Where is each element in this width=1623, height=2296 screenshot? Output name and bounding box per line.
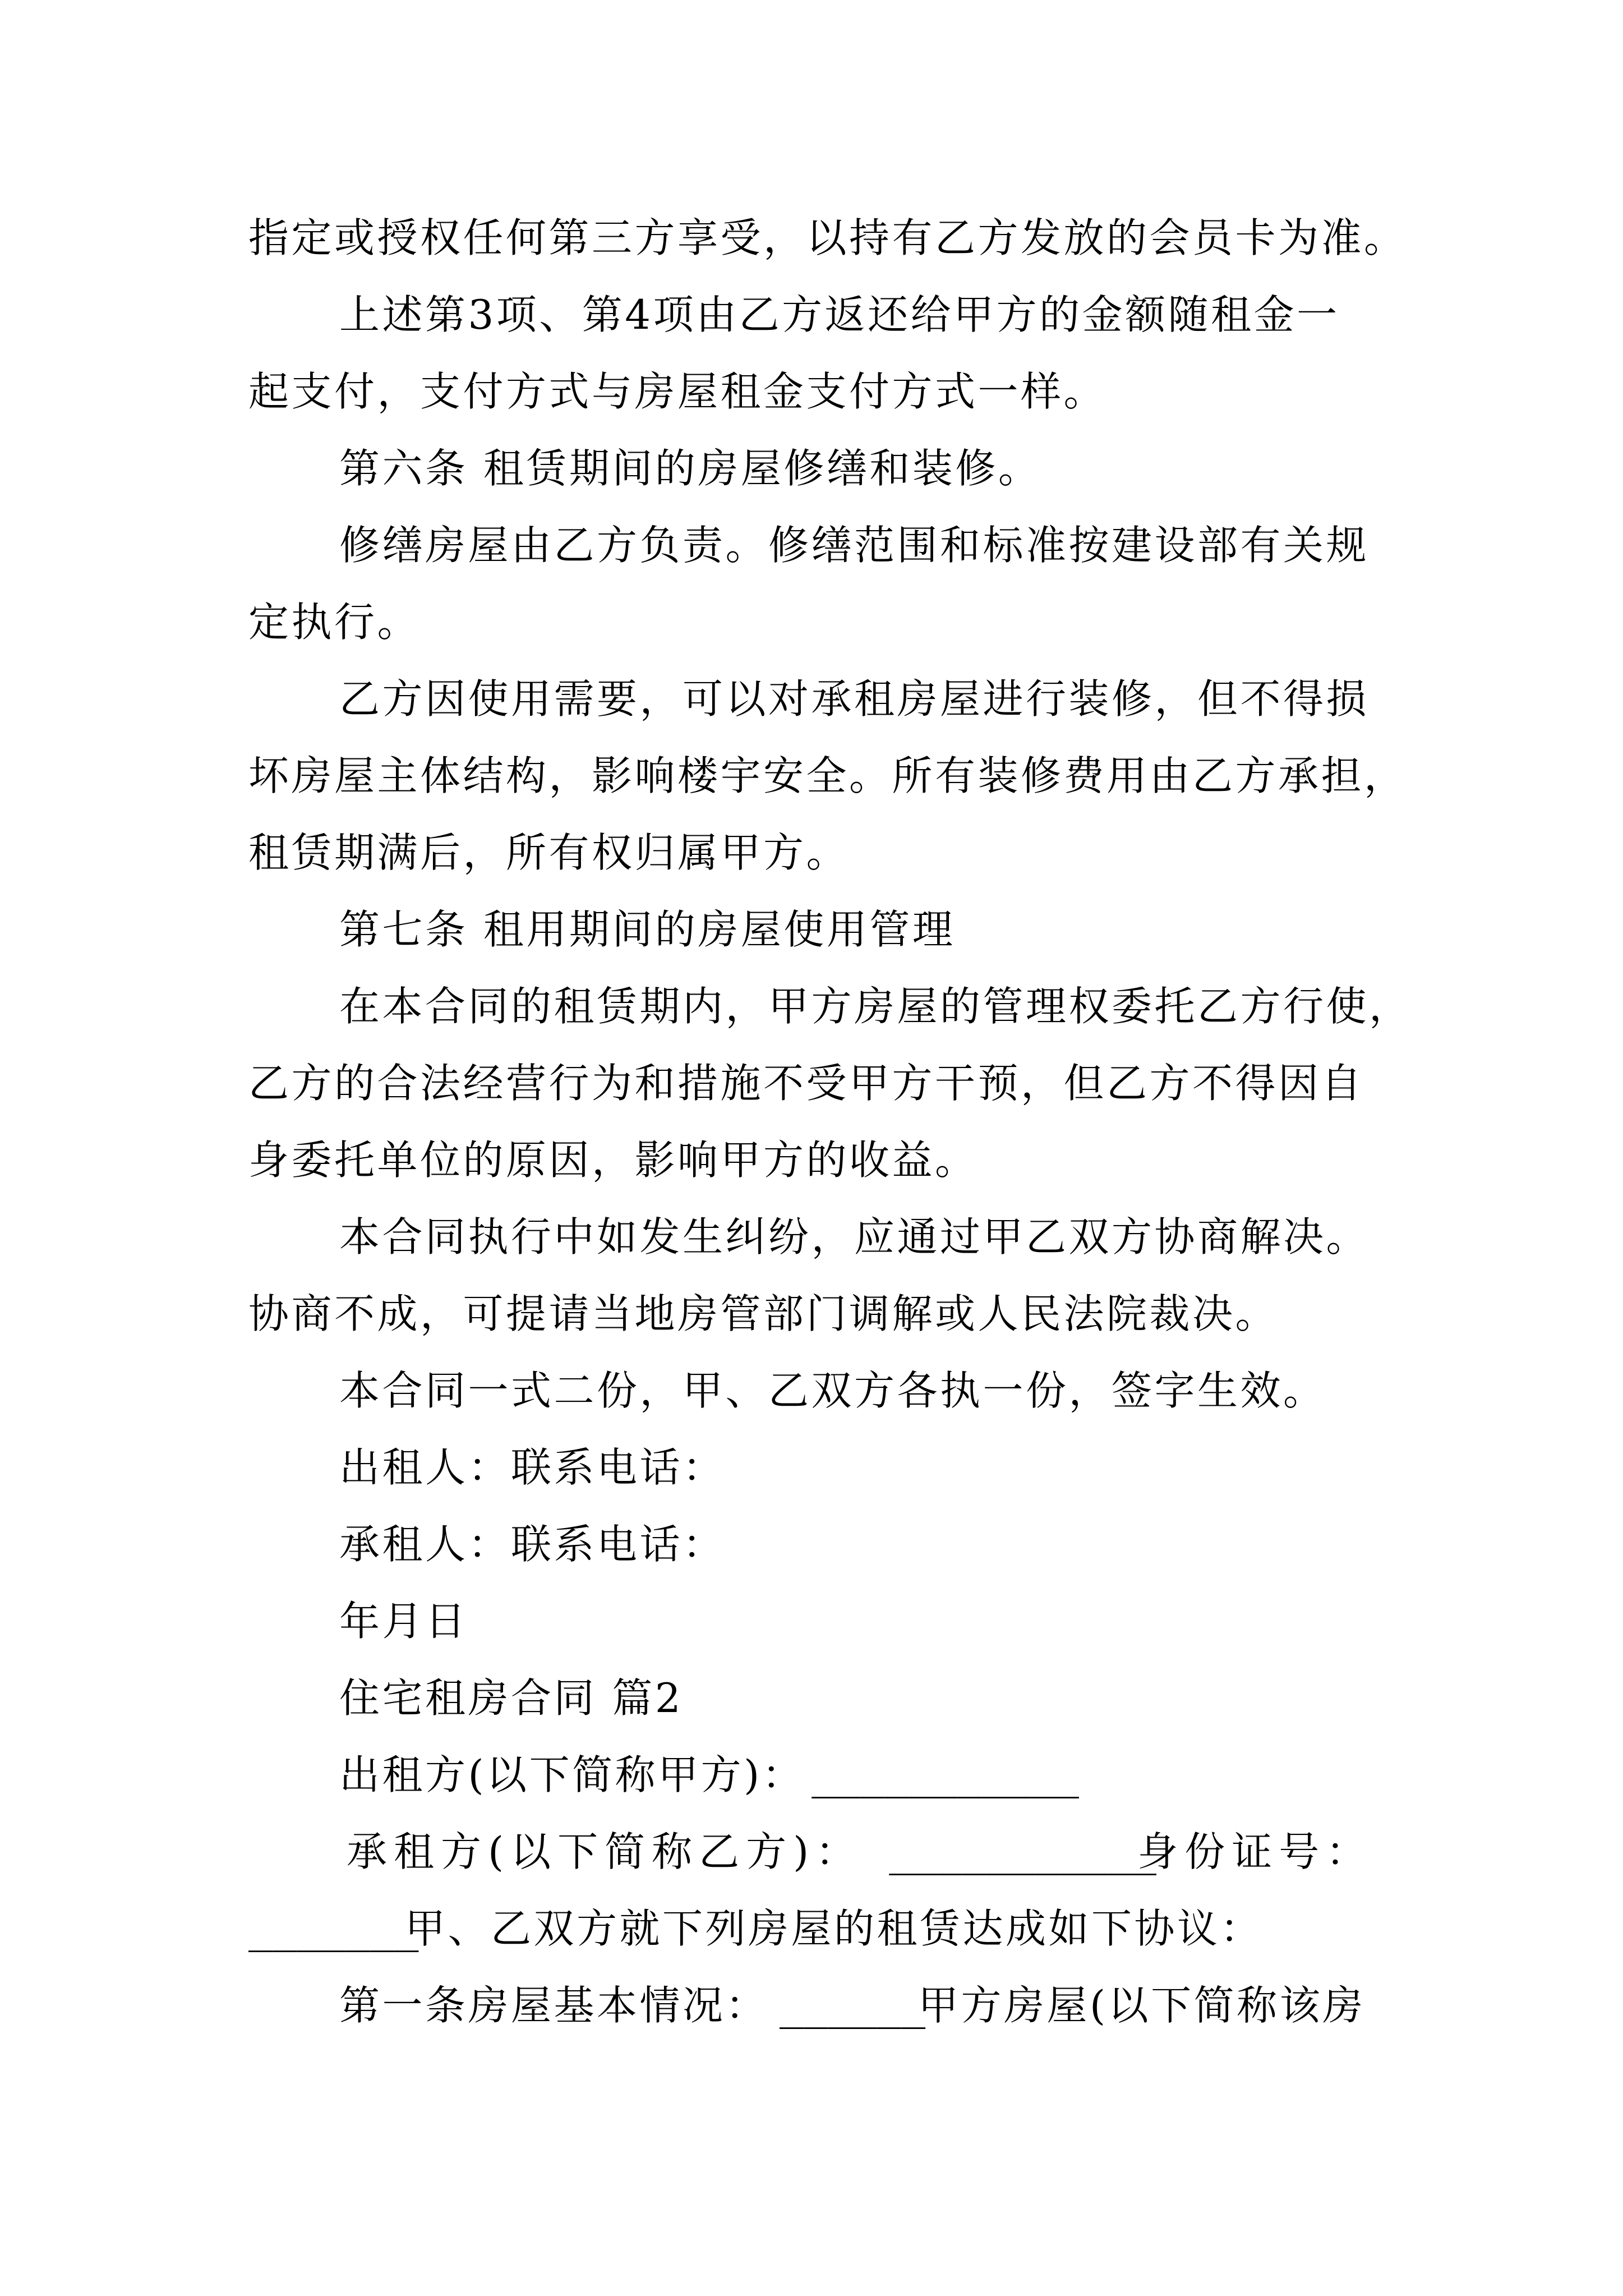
body-line: 乙方的合法经营行为和措施不受甲方干预，但乙方不得因自 (248, 1060, 1364, 1107)
blank-field: ______ (780, 1982, 926, 2029)
lessee-label: 承租方(以下简称乙方)： (347, 1828, 863, 1875)
lessor-signature-line: 出租人：联系电话： (339, 1444, 726, 1491)
body-line: 协商不成，可提请当地房管部门调解或人民法院裁决。 (248, 1290, 1279, 1337)
body-line: 本合同执行中如发生纠纷，应通过甲乙双方协商解决。 (339, 1213, 1370, 1260)
article-1-line (248, 1967, 1538, 2044)
lessor-field-line (248, 1737, 1538, 1814)
body-line: 身委托单位的原因，影响甲方的收益。 (248, 1137, 978, 1184)
blank-field: _______ (248, 1905, 419, 1952)
body-line: 乙方因使用需要，可以对承租房屋进行装修，但不得损 (339, 675, 1370, 723)
article-1-text: 甲方房屋(以下简称该房 (918, 1982, 1366, 2029)
body-line: 本合同一式二份，甲、乙双方各执一份，签字生效。 (339, 1367, 1326, 1414)
agreement-intro-text: 甲、乙双方就下列房屋的租赁达成如下协议： (405, 1905, 1264, 1952)
body-line: 上述第3项、第4项由乙方返还给甲方的金额随租金一 (339, 291, 1340, 338)
lessor-label: 出租方(以下简称甲方)： (339, 1751, 805, 1798)
body-line: 修缮房屋由乙方负责。修缮范围和标准按建设部有关规 (339, 522, 1370, 569)
agreement-intro-line (248, 1890, 1538, 1967)
article-6-heading: 第六条 租赁期间的房屋修缮和装修。 (339, 445, 1041, 492)
body-line: 指定或授权任何第三方享受，以持有乙方发放的会员卡为准。 (248, 214, 1407, 261)
body-line: 定执行。 (248, 599, 421, 646)
lessee-field-line (248, 1814, 1538, 1890)
blank-field: ___________ (811, 1751, 1080, 1798)
blank-field: ___________ (889, 1828, 1157, 1875)
body-line: 起支付，支付方式与房屋租金支付方式一样。 (248, 368, 1107, 415)
article-1-label: 第一条房屋基本情况： (339, 1982, 769, 2029)
lessee-signature-line: 承租人：联系电话： (339, 1521, 726, 1568)
id-number-label: 身份证号： (1137, 1828, 1373, 1875)
date-line: 年月日 (339, 1598, 468, 1645)
body-line: 租赁期满后，所有权归属甲方。 (248, 829, 850, 876)
body-line: 坏房屋主体结构，影响楼宇安全。所有装修费用由乙方承担， (248, 752, 1407, 799)
section-title: 住宅租房合同 篇2 (339, 1674, 684, 1722)
article-7-heading: 第七条 租用期间的房屋使用管理 (339, 906, 956, 953)
document-body (248, 200, 1538, 2044)
body-line: 在本合同的租赁期内，甲方房屋的管理权委托乙方行使， (339, 983, 1412, 1030)
